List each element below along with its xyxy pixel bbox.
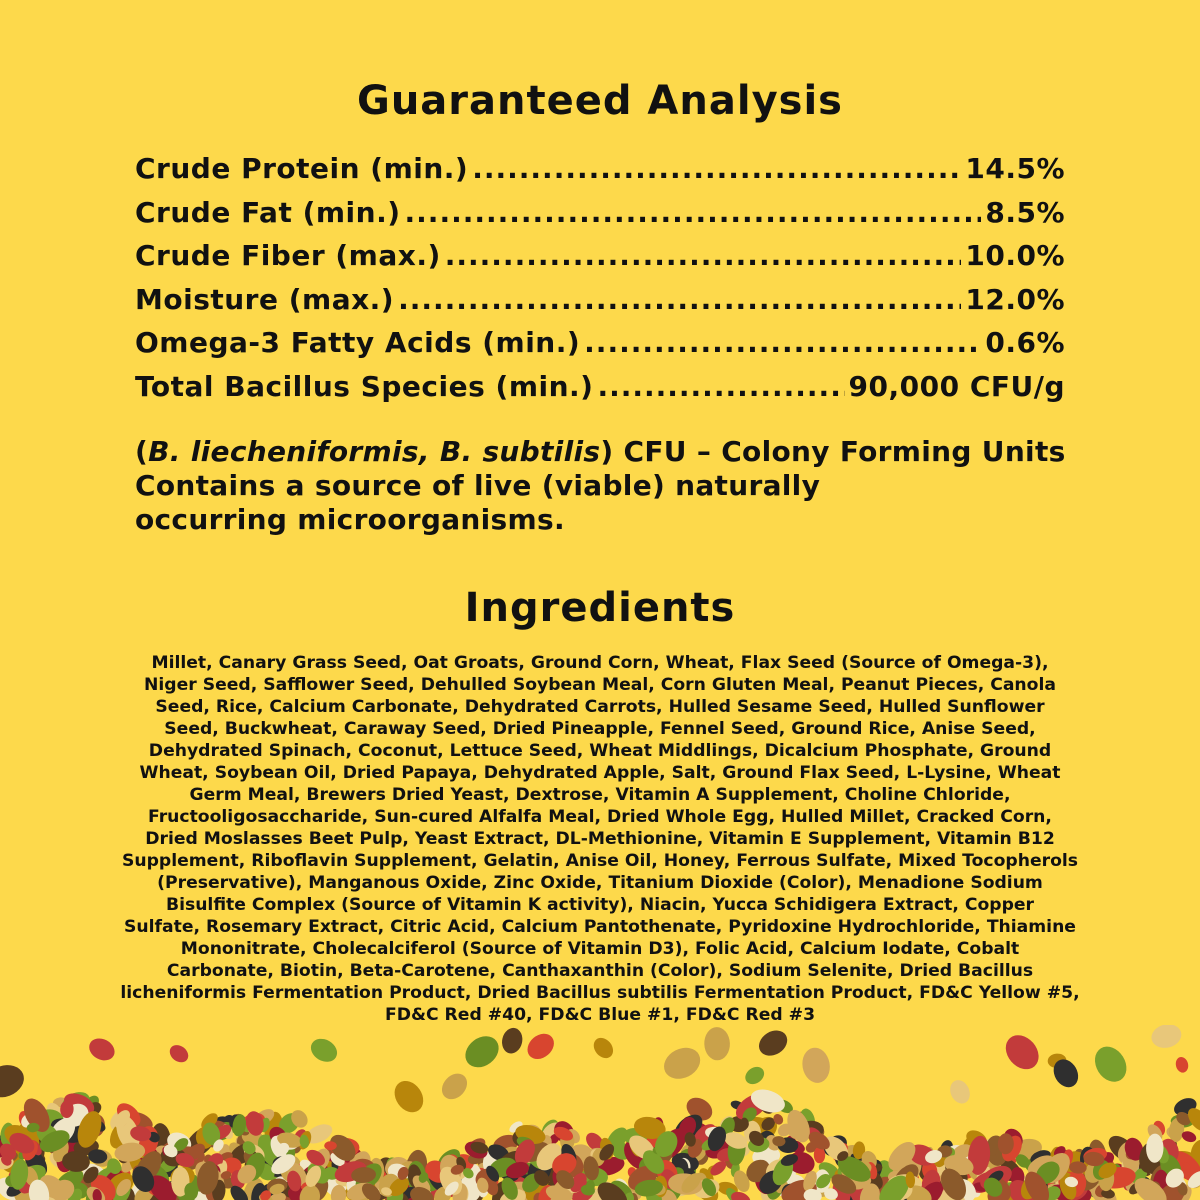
analysis-label: Moisture (max.) bbox=[135, 282, 395, 316]
ingredients-list bbox=[100, 652, 1100, 1026]
ingredients-line: Dehydrated Spinach, Coconut, Lettuce Seed, Wheat Middlings, Dicalcium Phosphate, Ground bbox=[148, 741, 1052, 761]
floating-seed bbox=[590, 1034, 617, 1062]
analysis-row-crude-fiber bbox=[135, 239, 1065, 283]
analysis-value: 10.0% bbox=[965, 239, 1065, 272]
dot-leader bbox=[472, 152, 961, 185]
analysis-label: Total Bacillus Species (min.) bbox=[135, 369, 594, 403]
floating-seed bbox=[500, 1026, 525, 1056]
ingredients-line: (Preservative), Manganous Oxide, Zinc Oxide, Titanium Dioxide (Color), Menadione Sodium bbox=[157, 873, 1043, 893]
floating-seed bbox=[754, 1025, 792, 1060]
floating-seed bbox=[1089, 1041, 1133, 1088]
ingredients-title: Ingredients bbox=[464, 585, 736, 631]
ingredients-line: Seed, Rice, Calcium Carbonate, Dehydrated Carrots, Hulled Sesame Seed, Hulled Sunflower bbox=[155, 697, 1045, 717]
ingredients-line: Wheat, Soybean Oil, Dried Papaya, Dehydrated Apple, Salt, Ground Flax Seed, L-Lysine, Wheat bbox=[139, 763, 1061, 783]
floating-seed bbox=[947, 1077, 974, 1107]
analysis-notes bbox=[135, 435, 1095, 537]
analysis-label: Crude Protein (min.) bbox=[135, 152, 469, 185]
ingredients-line: Fructooligosaccharide, Sun-cured Alfalfa Meal, Dried Whole Egg, Hulled Millet, Cracked Corn, bbox=[148, 807, 1052, 827]
dot-leader bbox=[597, 370, 844, 403]
floating-seed bbox=[800, 1046, 833, 1086]
ingredients-line: Dried Moslasses Beet Pulp, Yeast Extract, DL-Methionine, Vitamin E Supplement, Vitamin B12 bbox=[145, 829, 1055, 849]
ingredients-line: Carbonate, Biotin, Beta-Carotene, Canthaxanthin (Color), Sodium Selenite, Dried Bacillus bbox=[166, 961, 1034, 981]
floating-seed bbox=[742, 1063, 767, 1087]
ingredients-line: FD&C Red #40, FD&C Blue #1, FD&C Red #3 bbox=[384, 1005, 816, 1025]
dot-leader bbox=[405, 196, 982, 229]
floating-seed bbox=[659, 1042, 706, 1085]
species-names: B. liecheniformis, B. subtilis bbox=[148, 435, 601, 468]
floating-seed bbox=[166, 1042, 191, 1066]
floating-seed bbox=[0, 1060, 29, 1103]
dot-leader bbox=[584, 326, 981, 359]
floating-seed bbox=[522, 1029, 558, 1065]
species-note bbox=[135, 435, 1095, 469]
floating-seed bbox=[307, 1034, 342, 1066]
analysis-value: 12.0% bbox=[965, 282, 1065, 316]
dot-leader bbox=[398, 283, 961, 316]
floating-seed bbox=[437, 1069, 472, 1105]
note-paren-open: ( bbox=[135, 435, 149, 468]
cfu-note: ) CFU – Colony Forming Units bbox=[600, 435, 1066, 468]
ingredients-line: Germ Meal, Brewers Dried Yeast, Dextrose, Vitamin A Supplement, Choline Chloride, bbox=[189, 785, 1011, 805]
floating-seed bbox=[389, 1075, 429, 1117]
viable-note-line-1: Contains a source of live (viable) naturally bbox=[135, 469, 821, 502]
analysis-value: 14.5% bbox=[965, 152, 1065, 185]
ingredients-line: Mononitrate, Cholecalciferol (Source of Vitamin D3), Folic Acid, Calcium Iodate, Cobalt bbox=[180, 939, 1020, 959]
analysis-row-crude-protein bbox=[135, 152, 1065, 196]
floating-seed bbox=[1149, 1025, 1184, 1051]
ingredients-line: Niger Seed, Safflower Seed, Dehulled Soybean Meal, Corn Gluten Meal, Peanut Pieces, Canola bbox=[144, 675, 1056, 695]
seed-mix-pile bbox=[0, 1085, 1200, 1200]
viable-note-line-2: occurring microorganisms. bbox=[135, 503, 565, 536]
seed-mix-illustration bbox=[0, 1025, 1200, 1200]
analysis-label: Crude Fat (min.) bbox=[135, 195, 401, 229]
floating-seed bbox=[459, 1030, 504, 1074]
analysis-row-crude-fat bbox=[135, 196, 1065, 240]
ingredients-line: Millet, Canary Grass Seed, Oat Groats, Ground Corn, Wheat, Flax Seed (Source of Omega-3), bbox=[151, 653, 1049, 673]
ingredients-line: Supplement, Riboflavin Supplement, Gelatin, Anise Oil, Honey, Ferrous Sulfate, Mixed Tocopherols bbox=[121, 851, 1079, 871]
guaranteed-analysis-title: Guaranteed Analysis bbox=[357, 78, 843, 124]
analysis-label: Omega-3 Fatty Acids (min.) bbox=[135, 326, 581, 359]
ingredients-line: licheniformis Fermentation Product, Dried Bacillus subtilis Fermentation Product, FD&C Yellow #5, bbox=[120, 983, 1080, 1003]
ingredients-line: Sulfate, Rosemary Extract, Citric Acid, Calcium Pantothenate, Pyridoxine Hydrochloride, Thiamine bbox=[124, 917, 1076, 937]
analysis-row-omega-3 bbox=[135, 326, 1065, 370]
dot-leader bbox=[445, 239, 962, 272]
floating-seed bbox=[1174, 1056, 1190, 1074]
analysis-value: 0.6% bbox=[985, 326, 1065, 359]
ingredients-line: Seed, Buckwheat, Caraway Seed, Dried Pineapple, Fennel Seed, Ground Rice, Anise Seed, bbox=[164, 719, 1036, 739]
analysis-row-bacillus bbox=[135, 370, 1065, 414]
analysis-label: Crude Fiber (max.) bbox=[135, 239, 441, 272]
analysis-row-moisture bbox=[135, 283, 1065, 327]
analysis-value: 8.5% bbox=[985, 195, 1065, 229]
floating-seed bbox=[85, 1034, 118, 1065]
ingredients-line: Bisulfite Complex (Source of Vitamin K activity), Niacin, Yucca Schidigera Extract, Copper bbox=[165, 895, 1035, 915]
analysis-value: 90,000 CFU/g bbox=[848, 369, 1065, 403]
floating-seed bbox=[704, 1027, 731, 1061]
floating-seed bbox=[999, 1029, 1045, 1076]
floating-bits bbox=[0, 1025, 1190, 1118]
guaranteed-analysis-table bbox=[135, 152, 1065, 413]
